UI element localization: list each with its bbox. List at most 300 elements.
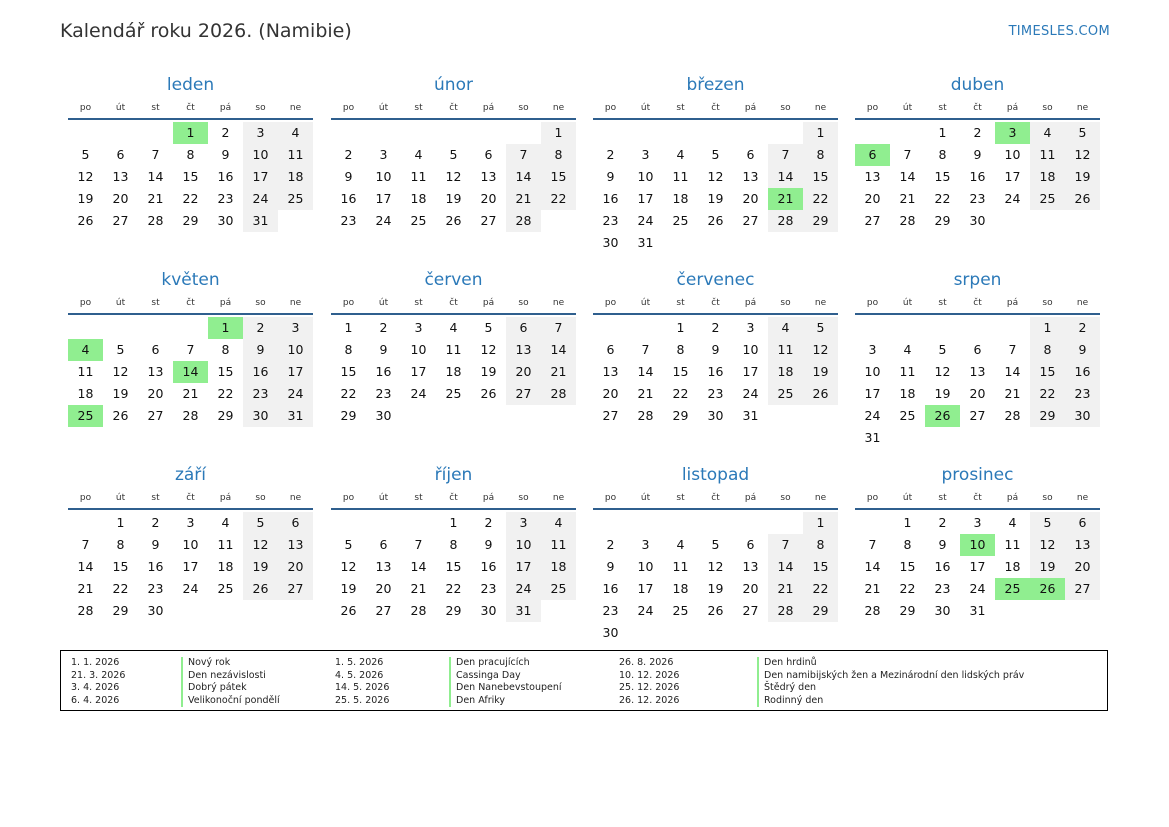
legend-holiday-name: Den namibijských žen a Mezinárodní den lidských práv bbox=[764, 669, 1025, 681]
day-cell: 1 bbox=[116, 515, 125, 530]
day-cell: 17 bbox=[637, 191, 654, 206]
weekday-label: út bbox=[115, 493, 126, 503]
weekday-label: po bbox=[604, 493, 617, 503]
holiday-day-cell: 25 bbox=[995, 578, 1030, 600]
day-cell: 19 bbox=[77, 191, 94, 206]
day-cell: 22 bbox=[445, 581, 462, 596]
day-cell: 19 bbox=[445, 191, 462, 206]
legend-holiday-name: Den hrdinů bbox=[764, 657, 817, 668]
weekend-day-cell: 7 bbox=[768, 144, 803, 166]
month-12 bbox=[855, 464, 1100, 622]
weekend-day-cell: 17 bbox=[278, 361, 313, 383]
weekend-day-cell: 21 bbox=[506, 188, 541, 210]
day-cell: 17 bbox=[1004, 169, 1021, 184]
day-cell: 10 bbox=[375, 169, 392, 184]
weekday-label: ne bbox=[289, 493, 302, 503]
day-cell: 28 bbox=[637, 408, 654, 423]
day-cell: 29 bbox=[899, 603, 916, 618]
empty-cell bbox=[855, 317, 890, 339]
legend-date: 1. 5. 2026 bbox=[335, 657, 384, 668]
day-cell: 24 bbox=[1004, 191, 1021, 206]
day-cell: 12 bbox=[340, 559, 357, 574]
weekend-day-cell: 3 bbox=[243, 122, 278, 144]
day-cell: 31 bbox=[969, 603, 986, 618]
day-cell: 26 bbox=[707, 213, 724, 228]
day-cell: 2 bbox=[973, 125, 982, 140]
weekday-header bbox=[593, 296, 838, 315]
day-cell: 15 bbox=[899, 559, 916, 574]
weekend-day-cell: 9 bbox=[243, 339, 278, 361]
weekday-label: ne bbox=[552, 298, 565, 308]
weekday-label: út bbox=[902, 103, 913, 113]
legend-date: 21. 3. 2026 bbox=[71, 669, 126, 681]
weekend-day-cell: 18 bbox=[768, 361, 803, 383]
day-cell: 23 bbox=[480, 581, 497, 596]
weekend-day-cell: 31 bbox=[243, 210, 278, 232]
day-cell: 24 bbox=[969, 581, 986, 596]
day-cell: 13 bbox=[742, 559, 759, 574]
month-name: březen bbox=[686, 75, 745, 95]
day-cell: 28 bbox=[1004, 408, 1021, 423]
month-name: říjen bbox=[434, 465, 473, 485]
legend-holiday-name: Den Afriky bbox=[456, 694, 506, 706]
empty-cell bbox=[733, 122, 768, 144]
day-cell: 22 bbox=[899, 581, 916, 596]
weekend-day-cell: 12 bbox=[243, 534, 278, 556]
day-cell: 23 bbox=[217, 191, 234, 206]
month-days bbox=[331, 512, 576, 622]
day-cell: 18 bbox=[672, 581, 689, 596]
weekday-label: so bbox=[1042, 103, 1053, 113]
day-cell: 17 bbox=[864, 386, 881, 401]
empty-cell bbox=[138, 317, 173, 339]
day-cell: 9 bbox=[606, 559, 615, 574]
day-cell: 19 bbox=[340, 581, 357, 596]
weekend-day-cell: 31 bbox=[278, 405, 313, 427]
month-name: srpen bbox=[953, 270, 1002, 290]
weekday-label: čt bbox=[186, 103, 195, 113]
month-days bbox=[855, 122, 1100, 232]
day-cell: 27 bbox=[112, 213, 129, 228]
weekday-label: st bbox=[938, 103, 947, 113]
empty-cell bbox=[401, 512, 436, 534]
day-cell: 14 bbox=[864, 559, 881, 574]
weekday-label: ne bbox=[814, 493, 827, 503]
weekday-label: ne bbox=[289, 103, 302, 113]
day-cell: 30 bbox=[147, 603, 164, 618]
day-cell: 5 bbox=[344, 537, 353, 552]
weekend-day-cell: 5 bbox=[1030, 512, 1065, 534]
weekday-label: st bbox=[151, 298, 160, 308]
weekday-label: čt bbox=[449, 298, 458, 308]
month-days bbox=[593, 512, 838, 644]
weekday-header bbox=[68, 101, 313, 120]
day-cell: 12 bbox=[934, 364, 951, 379]
weekday-label: ne bbox=[552, 493, 565, 503]
empty-cell bbox=[138, 122, 173, 144]
month-name: leden bbox=[166, 75, 215, 95]
day-cell: 22 bbox=[672, 386, 689, 401]
day-cell: 11 bbox=[672, 559, 689, 574]
weekday-label: ne bbox=[1076, 298, 1089, 308]
weekend-day-cell: 16 bbox=[243, 361, 278, 383]
day-cell: 22 bbox=[217, 386, 234, 401]
empty-cell bbox=[995, 317, 1030, 339]
legend-names-col-3 bbox=[757, 657, 1024, 707]
day-cell: 8 bbox=[221, 342, 230, 357]
day-cell: 3 bbox=[973, 515, 982, 530]
day-cell: 6 bbox=[379, 537, 388, 552]
weekend-day-cell: 25 bbox=[768, 383, 803, 405]
weekday-label: pá bbox=[744, 298, 757, 308]
day-cell: 28 bbox=[899, 213, 916, 228]
empty-cell bbox=[331, 512, 366, 534]
day-cell: 19 bbox=[707, 581, 724, 596]
weekday-label: st bbox=[938, 298, 947, 308]
weekday-label: po bbox=[342, 493, 355, 503]
day-cell: 22 bbox=[340, 386, 357, 401]
day-cell: 11 bbox=[410, 169, 427, 184]
empty-cell bbox=[401, 122, 436, 144]
weekday-label: ne bbox=[1076, 103, 1089, 113]
empty-cell bbox=[855, 122, 890, 144]
day-cell: 29 bbox=[340, 408, 357, 423]
weekend-day-cell: 19 bbox=[803, 361, 838, 383]
brand-link[interactable]: TIMESLES.COM bbox=[1008, 24, 1110, 39]
weekend-day-cell: 28 bbox=[506, 210, 541, 232]
empty-cell bbox=[855, 512, 890, 534]
day-cell: 14 bbox=[637, 364, 654, 379]
day-cell: 5 bbox=[81, 147, 90, 162]
empty-cell bbox=[628, 122, 663, 144]
day-cell: 21 bbox=[899, 191, 916, 206]
day-cell: 15 bbox=[934, 169, 951, 184]
day-cell: 16 bbox=[217, 169, 234, 184]
legend-holiday-name: Den nezávislosti bbox=[188, 669, 266, 681]
day-cell: 23 bbox=[707, 386, 724, 401]
legend-names-col-1 bbox=[181, 657, 280, 707]
day-cell: 27 bbox=[480, 213, 497, 228]
weekday-label: pá bbox=[1006, 103, 1019, 113]
day-cell: 27 bbox=[969, 408, 986, 423]
weekend-day-cell: 13 bbox=[278, 534, 313, 556]
day-cell: 8 bbox=[449, 537, 458, 552]
weekend-day-cell: 25 bbox=[1030, 188, 1065, 210]
day-cell: 18 bbox=[217, 559, 234, 574]
weekend-day-cell: 2 bbox=[243, 317, 278, 339]
weekend-day-cell: 18 bbox=[1030, 166, 1065, 188]
weekend-day-cell: 30 bbox=[1065, 405, 1100, 427]
day-cell: 6 bbox=[746, 147, 755, 162]
weekday-label: so bbox=[255, 493, 266, 503]
legend-holiday-name: Štědrý den bbox=[764, 682, 817, 694]
weekend-day-cell: 5 bbox=[243, 512, 278, 534]
holiday-day-cell: 1 bbox=[208, 317, 243, 339]
holiday-day-cell: 14 bbox=[173, 361, 208, 383]
day-cell: 19 bbox=[480, 364, 497, 379]
day-cell: 7 bbox=[151, 147, 160, 162]
day-cell: 20 bbox=[375, 581, 392, 596]
weekday-label: pá bbox=[482, 103, 495, 113]
day-cell: 8 bbox=[186, 147, 195, 162]
weekend-day-cell: 15 bbox=[541, 166, 576, 188]
weekday-label: út bbox=[378, 103, 389, 113]
weekday-label: po bbox=[866, 103, 879, 113]
weekend-day-cell: 19 bbox=[243, 556, 278, 578]
weekend-day-cell: 19 bbox=[1030, 556, 1065, 578]
day-cell: 23 bbox=[340, 213, 357, 228]
day-cell: 8 bbox=[903, 537, 912, 552]
weekend-day-cell: 29 bbox=[1030, 405, 1065, 427]
weekday-label: po bbox=[604, 298, 617, 308]
day-cell: 10 bbox=[637, 559, 654, 574]
weekend-day-cell: 19 bbox=[1065, 166, 1100, 188]
weekend-day-cell: 24 bbox=[506, 578, 541, 600]
day-cell: 5 bbox=[449, 147, 458, 162]
legend-date: 25. 12. 2026 bbox=[619, 682, 680, 694]
day-cell: 16 bbox=[602, 581, 619, 596]
empty-cell bbox=[768, 512, 803, 534]
day-cell: 1 bbox=[903, 515, 912, 530]
weekday-label: st bbox=[151, 103, 160, 113]
day-cell: 24 bbox=[375, 213, 392, 228]
weekend-day-cell: 9 bbox=[1065, 339, 1100, 361]
day-cell: 5 bbox=[484, 320, 493, 335]
day-cell: 9 bbox=[379, 342, 388, 357]
month-days bbox=[68, 122, 313, 232]
weekday-label: st bbox=[414, 493, 423, 503]
day-cell: 20 bbox=[742, 191, 759, 206]
day-cell: 30 bbox=[602, 625, 619, 640]
day-cell: 3 bbox=[868, 342, 877, 357]
weekend-day-cell: 8 bbox=[803, 534, 838, 556]
day-cell: 24 bbox=[637, 213, 654, 228]
legend-names-col-2 bbox=[449, 657, 562, 707]
day-cell: 15 bbox=[672, 364, 689, 379]
day-cell: 13 bbox=[969, 364, 986, 379]
weekend-day-cell: 11 bbox=[1030, 144, 1065, 166]
legend-holiday-name: Nový rok bbox=[188, 657, 231, 668]
weekday-header bbox=[331, 101, 576, 120]
weekday-label: po bbox=[866, 298, 879, 308]
weekend-day-cell: 17 bbox=[506, 556, 541, 578]
day-cell: 7 bbox=[868, 537, 877, 552]
weekday-label: pá bbox=[1006, 298, 1019, 308]
month-name: červenec bbox=[676, 270, 755, 290]
day-cell: 14 bbox=[1004, 364, 1021, 379]
month-2 bbox=[331, 74, 576, 232]
legend-date: 26. 12. 2026 bbox=[619, 694, 680, 706]
day-cell: 26 bbox=[445, 213, 462, 228]
month-1 bbox=[68, 74, 313, 232]
day-cell: 28 bbox=[182, 408, 199, 423]
weekend-day-cell: 13 bbox=[1065, 534, 1100, 556]
weekend-day-cell: 12 bbox=[803, 339, 838, 361]
month-days bbox=[68, 512, 313, 622]
day-cell: 18 bbox=[77, 386, 94, 401]
day-cell: 26 bbox=[707, 603, 724, 618]
day-cell: 26 bbox=[340, 603, 357, 618]
day-cell: 25 bbox=[899, 408, 916, 423]
day-cell: 24 bbox=[864, 408, 881, 423]
empty-cell bbox=[173, 317, 208, 339]
weekday-label: út bbox=[640, 103, 651, 113]
weekday-header bbox=[855, 296, 1100, 315]
weekend-day-cell: 28 bbox=[768, 600, 803, 622]
day-cell: 21 bbox=[637, 386, 654, 401]
day-cell: 1 bbox=[938, 125, 947, 140]
legend-date: 4. 5. 2026 bbox=[335, 669, 384, 681]
day-cell: 6 bbox=[116, 147, 125, 162]
weekday-label: so bbox=[518, 103, 529, 113]
weekday-header bbox=[68, 296, 313, 315]
legend-holiday-name: Den pracujících bbox=[456, 657, 530, 668]
day-cell: 4 bbox=[221, 515, 230, 530]
month-10 bbox=[331, 464, 576, 622]
day-cell: 24 bbox=[182, 581, 199, 596]
day-cell: 29 bbox=[445, 603, 462, 618]
weekday-label: ne bbox=[814, 298, 827, 308]
weekday-label: pá bbox=[1006, 493, 1019, 503]
weekday-label: st bbox=[676, 298, 685, 308]
day-cell: 16 bbox=[707, 364, 724, 379]
day-cell: 2 bbox=[711, 320, 720, 335]
weekday-label: st bbox=[414, 103, 423, 113]
day-cell: 15 bbox=[340, 364, 357, 379]
empty-cell bbox=[733, 512, 768, 534]
day-cell: 2 bbox=[938, 515, 947, 530]
day-cell: 18 bbox=[410, 191, 427, 206]
weekday-label: po bbox=[866, 493, 879, 503]
weekend-day-cell: 4 bbox=[541, 512, 576, 534]
weekend-day-cell: 7 bbox=[768, 534, 803, 556]
day-cell: 12 bbox=[112, 364, 129, 379]
weekend-day-cell: 20 bbox=[1065, 556, 1100, 578]
day-cell: 19 bbox=[934, 386, 951, 401]
day-cell: 11 bbox=[217, 537, 234, 552]
weekday-header bbox=[331, 491, 576, 510]
day-cell: 22 bbox=[934, 191, 951, 206]
month-11 bbox=[593, 464, 838, 644]
weekday-label: čt bbox=[711, 493, 720, 503]
holiday-day-cell: 3 bbox=[995, 122, 1030, 144]
legend-date: 10. 12. 2026 bbox=[619, 669, 680, 681]
weekend-day-cell: 5 bbox=[803, 317, 838, 339]
day-cell: 18 bbox=[1004, 559, 1021, 574]
day-cell: 20 bbox=[147, 386, 164, 401]
weekday-label: čt bbox=[711, 103, 720, 113]
weekday-label: čt bbox=[973, 493, 982, 503]
day-cell: 31 bbox=[742, 408, 759, 423]
day-cell: 25 bbox=[445, 386, 462, 401]
day-cell: 3 bbox=[186, 515, 195, 530]
weekday-label: pá bbox=[219, 298, 232, 308]
day-cell: 9 bbox=[151, 537, 160, 552]
weekday-label: st bbox=[938, 493, 947, 503]
day-cell: 16 bbox=[375, 364, 392, 379]
weekday-label: čt bbox=[449, 103, 458, 113]
weekend-day-cell: 6 bbox=[278, 512, 313, 534]
weekday-label: čt bbox=[449, 493, 458, 503]
weekday-label: čt bbox=[186, 493, 195, 503]
day-cell: 16 bbox=[480, 559, 497, 574]
weekend-day-cell: 18 bbox=[541, 556, 576, 578]
empty-cell bbox=[331, 122, 366, 144]
day-cell: 4 bbox=[449, 320, 458, 335]
weekend-day-cell: 28 bbox=[541, 383, 576, 405]
weekend-day-cell: 1 bbox=[803, 122, 838, 144]
weekday-label: čt bbox=[973, 298, 982, 308]
day-cell: 3 bbox=[379, 147, 388, 162]
weekend-day-cell: 6 bbox=[506, 317, 541, 339]
day-cell: 26 bbox=[480, 386, 497, 401]
weekend-day-cell: 11 bbox=[278, 144, 313, 166]
day-cell: 2 bbox=[344, 147, 353, 162]
month-days bbox=[855, 512, 1100, 622]
day-cell: 24 bbox=[637, 603, 654, 618]
day-cell: 29 bbox=[112, 603, 129, 618]
month-name: listopad bbox=[681, 465, 750, 485]
day-cell: 30 bbox=[602, 235, 619, 250]
empty-cell bbox=[366, 512, 401, 534]
day-cell: 21 bbox=[147, 191, 164, 206]
month-4 bbox=[855, 74, 1100, 232]
weekend-day-cell: 1 bbox=[803, 512, 838, 534]
day-cell: 10 bbox=[864, 364, 881, 379]
day-cell: 30 bbox=[934, 603, 951, 618]
day-cell: 12 bbox=[445, 169, 462, 184]
day-cell: 22 bbox=[182, 191, 199, 206]
day-cell: 29 bbox=[934, 213, 951, 228]
weekend-day-cell: 26 bbox=[803, 383, 838, 405]
weekday-label: pá bbox=[744, 493, 757, 503]
day-cell: 8 bbox=[116, 537, 125, 552]
empty-cell bbox=[68, 317, 103, 339]
day-cell: 10 bbox=[637, 169, 654, 184]
month-7 bbox=[593, 269, 838, 427]
day-cell: 30 bbox=[969, 213, 986, 228]
day-cell: 17 bbox=[410, 364, 427, 379]
day-cell: 2 bbox=[484, 515, 493, 530]
day-cell: 23 bbox=[375, 386, 392, 401]
weekday-label: so bbox=[780, 298, 791, 308]
day-cell: 20 bbox=[602, 386, 619, 401]
day-cell: 30 bbox=[375, 408, 392, 423]
day-cell: 17 bbox=[969, 559, 986, 574]
day-cell: 16 bbox=[340, 191, 357, 206]
weekday-label: so bbox=[518, 493, 529, 503]
day-cell: 7 bbox=[641, 342, 650, 357]
day-cell: 10 bbox=[182, 537, 199, 552]
day-cell: 13 bbox=[147, 364, 164, 379]
day-cell: 12 bbox=[77, 169, 94, 184]
day-cell: 9 bbox=[484, 537, 493, 552]
legend-date: 3. 4. 2026 bbox=[71, 682, 120, 694]
legend-date: 26. 8. 2026 bbox=[619, 657, 674, 668]
day-cell: 27 bbox=[602, 408, 619, 423]
weekday-label: so bbox=[255, 103, 266, 113]
legend-date: 6. 4. 2026 bbox=[71, 694, 120, 706]
weekday-label: út bbox=[902, 493, 913, 503]
day-cell: 17 bbox=[637, 581, 654, 596]
empty-cell bbox=[471, 122, 506, 144]
empty-cell bbox=[890, 317, 925, 339]
weekday-label: út bbox=[902, 298, 913, 308]
day-cell: 4 bbox=[676, 147, 685, 162]
day-cell: 20 bbox=[480, 191, 497, 206]
day-cell: 12 bbox=[707, 169, 724, 184]
legend-holiday-name: Velikonoční pondělí bbox=[188, 694, 280, 706]
